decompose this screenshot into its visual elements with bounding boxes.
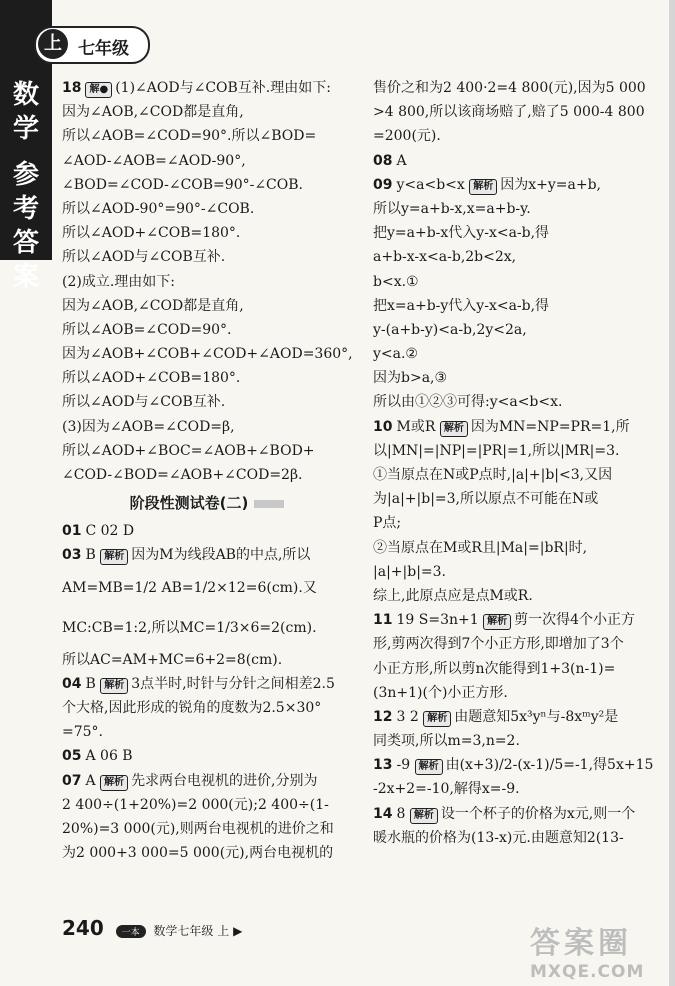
text-line: [62, 149, 352, 173]
text-line: [62, 124, 352, 148]
line-text: 因为∠AOB+∠COB+∠COD+∠AOD=360°,: [62, 346, 353, 363]
line-text: b<x.①: [373, 273, 419, 290]
text-line: [62, 648, 352, 672]
question-number: 01: [62, 523, 82, 540]
line-text: 所以∠AOD-90°=90°-∠COB.: [62, 200, 255, 217]
line-text: 所以∠AOD+∠COB=180°.: [62, 225, 241, 242]
question-number: 10: [373, 418, 393, 435]
text-line: [373, 536, 663, 560]
text-line: [62, 318, 352, 342]
watermark-url: MXQE.COM: [530, 962, 645, 982]
text-line: [62, 390, 352, 414]
text-line: [62, 294, 352, 318]
line-text: ∠COD-∠BOD=∠AOB+∠COD=2β.: [62, 467, 303, 483]
line-text: 设一个杯子的价格为x元,则一个: [440, 805, 636, 822]
line-text: AM=MB=1/2 AB=1/2×12=6(cm).又: [62, 579, 317, 596]
line-text: 先求两台电视机的进价,分别为: [131, 772, 318, 789]
line-text: (2)成立.理由如下:: [62, 273, 175, 290]
line-text: 个大格,因此形成的锐角的度数为2.5×30°: [62, 699, 322, 716]
text-line: [62, 543, 352, 567]
analysis-tag: 解析: [100, 678, 128, 694]
line-text: 8: [396, 805, 406, 822]
text-line: [373, 608, 663, 632]
answer-block-right: [373, 76, 663, 850]
line-text: 形,剪两次得到7个小正方形,即增加了3个: [373, 636, 624, 653]
line-text: 综上,此原点应是点M或R.: [373, 587, 533, 604]
line-text: 因为M为线段AB的中点,所以: [131, 547, 311, 564]
book-label: 数学七年级: [153, 924, 214, 938]
section-title-bar: [254, 500, 284, 508]
text-line: [373, 342, 663, 366]
line-text: 因为b>a,③: [373, 370, 448, 387]
line-text: 暖水瓶的价格为(13-x)元.由题意知2(13-: [373, 829, 624, 846]
grade-tab: [34, 26, 150, 64]
text-line: [373, 753, 663, 777]
line-text: 20%)=3 000(元),则两台电视机的进价之和: [62, 820, 334, 837]
text-line: [62, 672, 352, 696]
line-text: 所以AC=AM+MC=6+2=8(cm).: [62, 651, 283, 668]
line-text: (3n+1)(个)小正方形.: [373, 684, 508, 701]
question-number: 07: [62, 772, 82, 789]
line-text: -2x+2=-10,解得x=-9.: [373, 781, 520, 798]
page-number: 240: [62, 916, 104, 940]
line-text: A: [396, 152, 407, 169]
analysis-tag: 解析: [423, 711, 451, 727]
line-text: y-(a+b-y)<a-b,2y<2a,: [373, 321, 527, 338]
watermark: [530, 918, 644, 982]
line-text: 所以y=a+b-x,x=a+b-y.: [373, 200, 531, 217]
line-text: 因为∠AOB,∠COD都是直角,: [62, 104, 244, 121]
text-line: [62, 342, 352, 366]
line-text: A 06 B: [85, 748, 133, 765]
section-title-text: 阶段性测试卷(二): [129, 494, 249, 513]
text-line: [373, 221, 663, 245]
line-text: 3 2: [396, 708, 419, 725]
watermark-title: 答案圈: [530, 926, 632, 961]
line-text: (3)因为∠AOB=∠COD=β,: [62, 418, 235, 435]
line-text: M或R: [396, 418, 436, 435]
answer-block-test2: [62, 519, 352, 865]
line-text: 3点半时,时针与分针之间相差2.5: [131, 675, 335, 692]
text-line: [373, 439, 663, 463]
text-line: [373, 100, 663, 124]
line-text: B: [85, 547, 96, 564]
question-number: 18: [62, 80, 82, 96]
analysis-tag: 解析: [440, 421, 468, 437]
line-text: 由(x+3)/2-(x-1)/5=-1,得5x+15: [445, 757, 654, 774]
text-line: [373, 729, 663, 753]
line-text: C 02 D: [85, 523, 135, 540]
text-line: [373, 173, 663, 197]
book-logo: 一本: [116, 925, 146, 938]
question-number: 09: [373, 176, 393, 193]
text-line: [373, 632, 663, 656]
line-text: 2 400÷(1+20%)=2 000(元);2 400÷(1-: [62, 796, 329, 813]
text-line: [62, 817, 352, 841]
text-line: [373, 197, 663, 221]
analysis-tag: 解析: [410, 808, 438, 824]
line-text: a+b-x-x<a-b,2b<2x,: [373, 249, 517, 266]
line-text: 所以∠AOD与∠COB互补.: [62, 394, 226, 411]
line-text: 所以∠AOD+∠BOC=∠AOB+∠BOD+: [62, 442, 315, 459]
line-text: y<a<b<x: [396, 176, 465, 193]
line-text: 19 S=3n+1: [396, 612, 479, 629]
line-text: 所以∠AOB=∠COD=90°.: [62, 321, 232, 338]
text-line: [62, 519, 352, 543]
analysis-tag: 解析: [483, 614, 511, 630]
line-text: 把x=a+b-y代入y-x<a-b,得: [373, 297, 550, 314]
text-line: [373, 270, 663, 294]
line-text: 剪一次得4个小正方: [514, 612, 636, 629]
text-line: [62, 439, 352, 463]
left-column: [62, 76, 352, 865]
text-line: [62, 270, 352, 294]
question-number: 11: [373, 612, 393, 629]
text-line: [62, 696, 352, 720]
text-line: [62, 841, 352, 865]
text-line: [373, 681, 663, 705]
line-text: (1)∠AOD与∠COB互补.理由如下:: [115, 80, 331, 96]
sidebar-answer-key: 参考答案: [12, 160, 39, 292]
line-text: 为|a|+|b|=3,所以原点不可能在N或: [373, 491, 599, 508]
text-line: [373, 487, 663, 511]
text-line: [62, 608, 352, 648]
text-line: [373, 366, 663, 390]
text-line: [373, 657, 663, 681]
line-text: ①当原点在N或P点时,|a|+|b|<3,又因: [373, 467, 613, 483]
line-text: MC:CB=1:2,所以MC=1/3×6=2(cm).: [62, 619, 317, 636]
text-line: [62, 100, 352, 124]
arrow-icon: ▶: [233, 924, 243, 938]
line-text: =75°.: [62, 724, 103, 741]
line-text: 所以∠AOD与∠COB互补.: [62, 249, 226, 266]
right-column: [373, 76, 663, 850]
sidebar-label: [8, 78, 44, 294]
volume-badge: 上: [38, 29, 68, 59]
line-text: 所以∠AOD+∠COB=180°.: [62, 370, 241, 387]
line-text: 因为MN=NP=PR=1,所: [470, 418, 630, 435]
line-text: 以|MN|=|NP|=|PR|=1,所以|MR|=3.: [373, 442, 620, 459]
text-line: [373, 705, 663, 729]
analysis-tag: 解析: [415, 759, 443, 775]
question-number: 12: [373, 708, 393, 725]
text-line: [373, 294, 663, 318]
question-number: 03: [62, 547, 82, 564]
text-line: [62, 221, 352, 245]
line-text: B: [85, 675, 96, 692]
text-line: [373, 390, 663, 414]
text-line: [373, 802, 663, 826]
question-number: 08: [373, 152, 393, 169]
text-line: [373, 560, 663, 584]
text-line: [373, 584, 663, 608]
page-edge: [669, 0, 675, 986]
question-number: 14: [373, 805, 393, 822]
line-text: 由题意知5x³yⁿ与-8xᵐy²是: [454, 708, 619, 725]
volume-label: 上: [217, 924, 230, 938]
line-text: P点;: [373, 515, 402, 532]
text-line: [62, 769, 352, 793]
line-text: -9: [396, 757, 411, 774]
text-line: [62, 366, 352, 390]
line-text: ∠BOD=∠COD-∠COB=90°-∠COB.: [62, 176, 303, 193]
line-text: 因为∠AOB,∠COD都是直角,: [62, 297, 244, 314]
text-line: [373, 318, 663, 342]
line-text: 同类项,所以m=3,n=2.: [373, 733, 520, 750]
page-footer: [62, 916, 242, 940]
text-line: [373, 511, 663, 535]
text-line: [373, 124, 663, 148]
question-number: 05: [62, 748, 82, 765]
question-number: 13: [373, 757, 393, 774]
analysis-tag: 解●: [85, 82, 112, 98]
text-line: [373, 415, 663, 439]
line-text: 售价之和为2 400·2=4 800(元),因为5 000: [373, 80, 646, 96]
text-line: [373, 777, 663, 801]
text-line: [62, 245, 352, 269]
line-text: y<a.②: [373, 346, 418, 363]
text-line: [62, 173, 352, 197]
line-text: 小正方形,所以剪n次能得到1+3(n-1)=: [373, 660, 616, 677]
answer-block-18: [62, 76, 352, 487]
text-line: [373, 463, 663, 487]
text-line: [373, 245, 663, 269]
line-text: ∠AOD-∠AOB=∠AOD-90°,: [62, 152, 246, 169]
analysis-tag: 解析: [100, 549, 128, 565]
line-text: |a|+|b|=3.: [373, 563, 446, 580]
line-text: A: [85, 772, 96, 789]
line-text: 所以∠AOB=∠COD=90°.所以∠BOD=: [62, 128, 317, 145]
section-title: [62, 487, 352, 519]
line-text: 把y=a+b-x代入y-x<a-b,得: [373, 225, 550, 242]
text-line: [62, 76, 352, 100]
text-line: [62, 415, 352, 439]
question-number: 04: [62, 675, 82, 692]
line-text: 因为x+y=a+b,: [500, 176, 602, 193]
text-line: [373, 826, 663, 850]
analysis-tag: 解析: [100, 775, 128, 791]
text-line: [62, 463, 352, 487]
text-line: [62, 744, 352, 768]
line-text: =200(元).: [373, 128, 441, 145]
text-line: [373, 149, 663, 173]
sidebar-subject: 数学: [12, 80, 39, 144]
line-text: 所以由①②③可得:y<a<b<x.: [373, 394, 563, 411]
text-line: [373, 76, 663, 100]
grade-label: 七年级: [78, 39, 129, 59]
text-line: [62, 197, 352, 221]
text-line: [62, 568, 352, 608]
line-text: 为2 000+3 000=5 000(元),两台电视机的: [62, 845, 334, 862]
analysis-tag: 解析: [469, 179, 497, 195]
line-text: ②当原点在M或R且|Ma|=|bR|时,: [373, 539, 588, 556]
text-line: [62, 793, 352, 817]
line-text: >4 800,所以该商场赔了,赔了5 000-4 800: [373, 104, 645, 121]
text-line: [62, 720, 352, 744]
